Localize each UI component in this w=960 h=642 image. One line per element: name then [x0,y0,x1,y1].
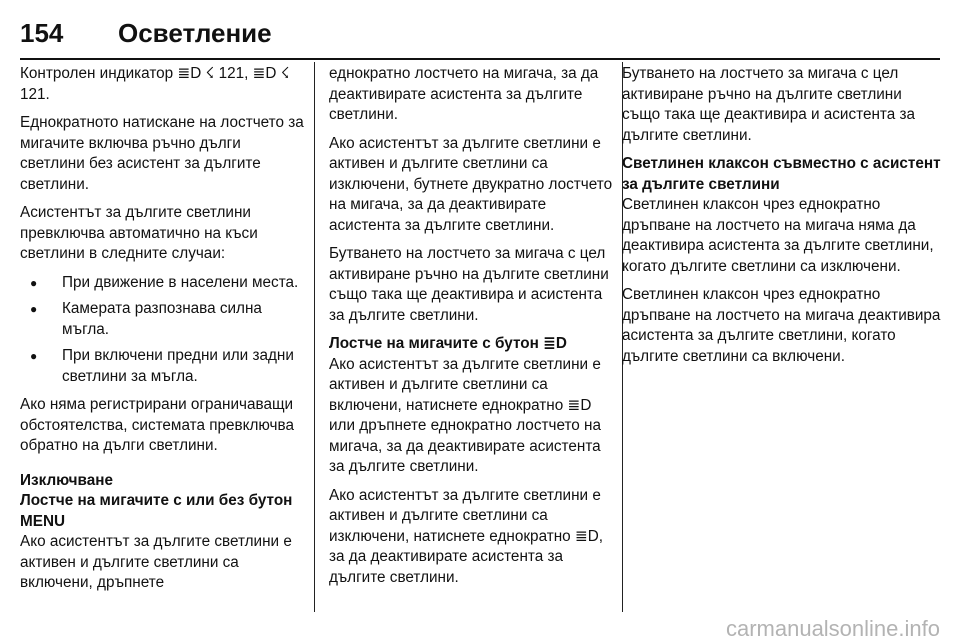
watermark-text: carmanualsonline.info [725,616,940,641]
paragraph: Ако асистентът за дългите светлини е активен и дългите светлини са изключени, натиснете еднократно ≣D, за да деактивирате асистента за дългите светлини. [329,486,604,586]
column-3 [622,64,942,375]
paragraph: Ако няма регистрирани ограничаващи обстоятелства, системата превключва обратно на дълги светлини. [20,396,294,454]
paragraph: Асистентът за дългите светлини превключва автоматично на къси светлини в следните случаи: [20,204,258,262]
paragraph: Ако асистентът за дългите светлини е активен и дългите светлини са включени, натиснете еднократно ≣D или дръпнете еднократно лостчето на мигача, за да деактивирате асистента за дългите светлини. [329,355,601,475]
paragraph: Бутването на лостчето за мигача с цел активиране ръчно на дългите светлини също така ще деактивира и асистента за дългите светлини. [329,245,609,324]
section-heading: Изключване [20,471,113,489]
column-1 [20,64,308,602]
paragraph: Бутването на лостчето за мигача с цел активиране ръчно на дългите светлини също така ще деактивира и асистента за дългите светлини. [622,65,916,144]
paragraph: Еднократното натискане на лостчето за мигачите включва ръчно дълги светлини без асистент за дългите светлини. [20,114,304,193]
list-item: ● При включени предни или задни светлини за мъгла. [20,346,308,387]
subsection-heading: Лостче на мигачите с бутон ≣D [329,335,567,352]
subsection-heading: Светлинен клаксон съвместно с асистент за дългите светлини [622,155,941,193]
bullet-list [20,273,308,388]
column-divider-1 [314,62,315,612]
paragraph: еднократно лостчето на мигача, за да деактивирате асистента за дългите светлини. [329,65,599,123]
header-rule [20,58,940,60]
paragraph: Ако асистентът за дългите светлини е активен и дългите светлини са изключени, бутнете двукратно лостчето на мигача, за да деактивирате асистента за дългите светлини. [329,134,613,234]
indicator-paragraph: Контролен индикатор ≣D ☇ 121, ≣D ☇ 121. [20,65,290,103]
paragraph: Светлинен клаксон чрез еднократно дръпване на лостчето на мигача деактивира асистента за дългите светлини, когато дългите светлини са включени. [622,286,941,365]
subsection-heading: Лостче на мигачите с или без бутон MENU [20,492,293,530]
column-2 [329,64,617,596]
paragraph: Ако асистентът за дългите светлини е активен и дългите светлини са включени, дръпнете [20,533,292,591]
page-number: 154 [20,18,64,48]
page-header [20,18,940,58]
paragraph: Светлинен клаксон чрез еднократно дръпване на лостчето на мигача няма да деактивира асистента за дългите светлини, когато дългите светлини са изключени. [622,196,934,275]
list-item: ● Камерата разпознава силна мъгла. [20,299,308,340]
page-title: Осветление [118,18,272,48]
list-item: ● При движение в населени места. [20,273,308,294]
